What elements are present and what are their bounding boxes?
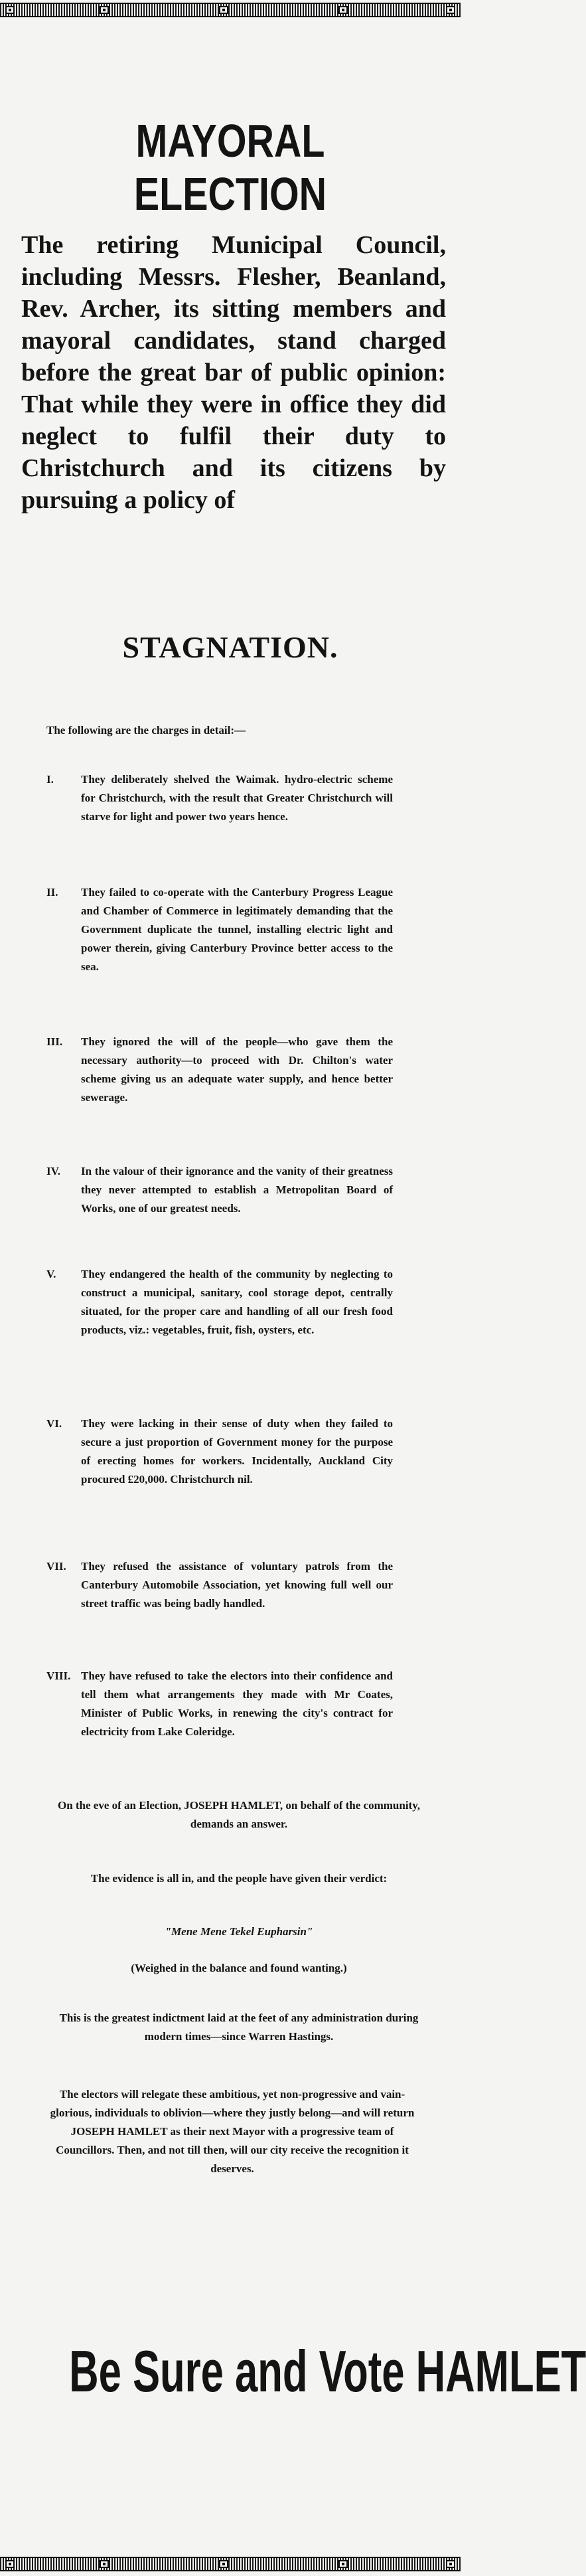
verdict-quote: "Mene Mene Tekel Eupharsin" [165, 1925, 313, 1938]
charge-text: They endangered the health of the community by neglecting to construct a municipal, sanitary, cool storage depot, centrally situated, for the proper care and handling of all our fresh food products, viz.: vegetables, fruit, fish, oysters, etc. [81, 1268, 393, 1336]
charges-intro: The following are the charges in detail:— [46, 724, 246, 736]
charge-number: VI. [46, 1417, 62, 1430]
charge-text: They failed to co-operate with the Canterbury Progress League and Chamber of Commerce in legitimately demanding that the Government duplicate the tunnel, installing electric light and power therein, giving Canterbury Province better access to the sea. [81, 886, 393, 973]
charge-text: In the valour of their ignorance and the vanity of their greatness they never attempted to establish a Metropolitan Board of Works, one of our greatest needs. [81, 1165, 393, 1215]
charge-item [46, 1667, 445, 1741]
charge-item [46, 1557, 445, 1613]
charge-number: VIII. [46, 1670, 71, 1682]
charge-item [46, 1162, 445, 1218]
charge-text: They have refused to take the electors into their confidence and tell them what arrangements they made with Mr Coates, Minister of Public Works, in renewing the city's contract for electricity from Lake Coleridge. [81, 1670, 393, 1738]
charge-number: VII. [46, 1560, 66, 1573]
charge-text: They were lacking in their sense of duty when they failed to secure a just proportion of Government money for the purpose of erecting homes for workers. Incidentally, Auckland City procured £20,000. Christchurch nil. [81, 1417, 393, 1486]
lead-paragraph: The retiring Municipal Council, including Messrs. Flesher, Beanland, Rev. Archer, its sitting members and mayoral candidates, stand charged before the great bar of public opinion: That while they were in office they did neglect to fulfil their duty to Christchurch and its citizens by pursuing a policy of [21, 231, 446, 514]
indictment-paragraph: This is the greatest indictment laid at the feet of any administration during modern times—since Warren Hastings. [59, 2012, 419, 2043]
charge-number: V. [46, 1268, 56, 1280]
charge-item [46, 770, 445, 826]
charge-item [46, 883, 445, 976]
top-border-ornament [0, 3, 461, 17]
evidence-paragraph: The evidence is all in, and the people have given their verdict: [90, 1872, 388, 1885]
charge-number: III. [46, 1035, 63, 1048]
charge-number: II. [46, 886, 58, 899]
charge-text: They deliberately shelved the Waimak. hydro-electric scheme for Christchurch, with the result that Greater Christchurch will starve for light and power two years hence. [81, 773, 393, 823]
stagnation-heading: STAGNATION. [122, 630, 338, 664]
bottom-border-ornament [0, 2557, 461, 2571]
charge-number: I. [46, 773, 54, 786]
charge-text: They refused the assistance of voluntary patrols from the Canterbury Automobile Association, yet knowing full well our street traffic was being badly handled. [81, 1560, 393, 1610]
relegate-paragraph: The electors will relegate these ambitious, yet non-progressive and vain-glorious, individuals to oblivion—where they justly belong—and will return JOSEPH HAMLET as their next Mayor with a progressive team of Councillors. Then, and not till then, will our city receive the recognition it deserves. [50, 2088, 415, 2175]
headline: MAYORAL ELECTION [133, 115, 327, 220]
charge-item [46, 1415, 445, 1489]
charge-item [46, 1265, 445, 1339]
demand-paragraph: On the eve of an Election, JOSEPH HAMLET, on behalf of the community, demands an answer. [57, 1799, 421, 1830]
charge-number: IV. [46, 1165, 60, 1177]
charge-item [46, 1033, 445, 1107]
weighed-note: (Weighed in the balance and found wanting.) [131, 1962, 347, 1974]
vote-call-to-action: Be Sure and Vote HAMLET [69, 2338, 586, 2404]
charge-text: They ignored the will of the people—who gave them the necessary authority—to proceed with Dr. Chilton's water scheme giving us an adequate water supply, and hence better sewerage. [81, 1035, 393, 1104]
